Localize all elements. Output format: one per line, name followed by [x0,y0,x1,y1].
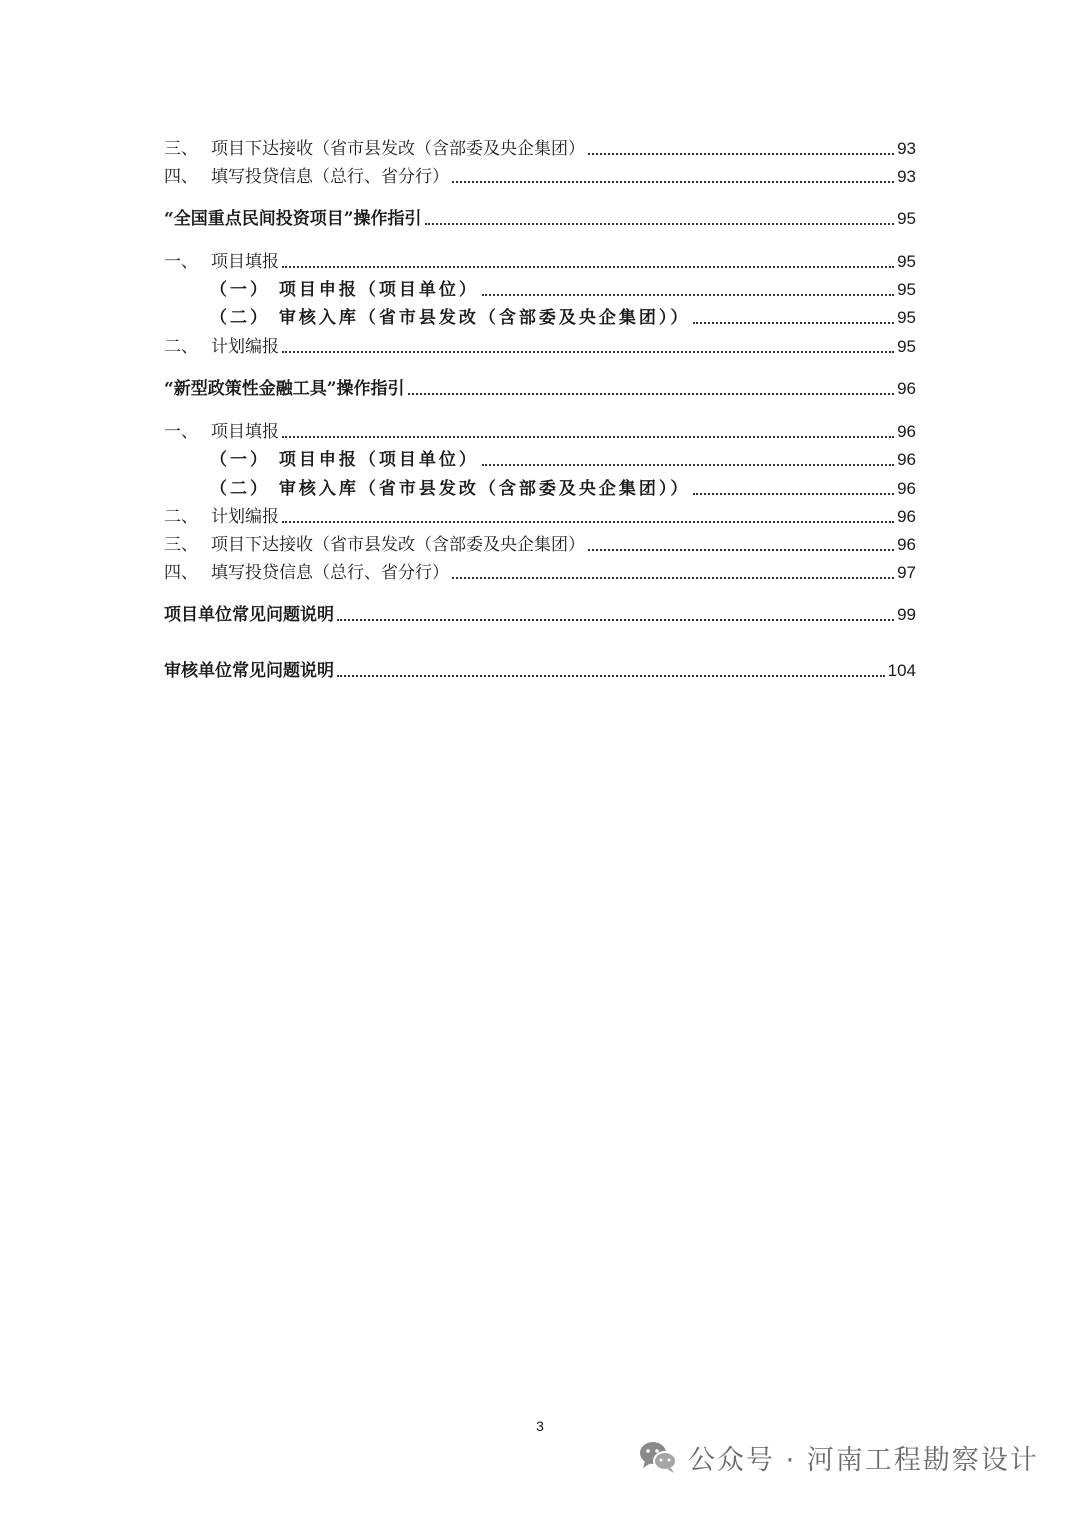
toc-entry-label: 计划编报 [211,337,279,357]
toc-entry-label: 项目下达接收（省市县发改（含部委及央企集团） [211,139,585,159]
toc-entry-label: 计划编报 [211,507,279,527]
toc-entry-number: 四、 [164,167,198,187]
toc-section-entry[interactable] [164,374,916,400]
toc-entry-label: 项目下达接收（省市县发改（含部委及央企集团） [211,535,585,555]
watermark [638,1432,1039,1482]
toc-subentry-label: （二） 审核入库（省市县发改（含部委及央企集团）） [210,308,691,328]
toc-entry-number: 二、 [164,507,198,527]
toc-section-label: 项目单位常见问题说明 [164,605,334,625]
toc-entry[interactable] [164,417,916,443]
toc-subentry[interactable] [164,303,916,329]
toc-entry-label: 填写投贷信息（总行、省分行） [211,563,449,583]
toc-leader-dots [482,464,894,466]
toc-leader-dots [693,322,894,324]
toc-entry-page: 96 [897,422,916,441]
toc-section-label: “新型政策性金融工具”操作指引 [164,379,405,399]
toc-section-entry[interactable] [164,600,916,626]
toc-section-entry[interactable] [164,656,916,682]
toc-entry-label: 填写投贷信息（总行、省分行） [211,167,449,187]
toc-leader-dots [337,675,885,677]
toc-entry[interactable] [164,162,916,188]
toc-section-label: 审核单位常见问题说明 [164,661,334,681]
toc-entry-page: 96 [897,479,916,498]
toc-entry-number: 三、 [164,535,198,555]
toc-entry-page: 95 [897,308,916,327]
toc-entry-page: 95 [897,209,916,228]
toc-leader-dots [452,181,894,183]
toc-subentry[interactable] [164,275,916,301]
toc-entry-page: 95 [897,337,916,356]
toc-leader-dots [482,294,894,296]
toc-entry-page: 93 [897,139,916,158]
toc-leader-dots [693,493,894,495]
toc-section-entry[interactable] [164,204,916,230]
toc-entry[interactable] [164,502,916,528]
toc-leader-dots [408,393,895,395]
toc-entry-page: 97 [897,563,916,582]
toc-entry[interactable] [164,247,916,273]
toc-leader-dots [282,266,894,268]
toc-entry-page: 95 [897,252,916,271]
toc-leader-dots [282,351,894,353]
toc-entry-number: 一、 [164,422,198,442]
toc-entry-page: 96 [897,379,916,398]
toc-entry-number: 一、 [164,252,198,272]
toc-entry-page: 93 [897,167,916,186]
toc-leader-dots [452,577,894,579]
page-number: 3 [536,1418,544,1434]
toc-subentry-label: （一） 项目申报（项目单位） [210,450,479,470]
toc-entry-page: 96 [897,507,916,526]
toc-entry-page: 95 [897,280,916,299]
toc-leader-dots [282,521,894,523]
toc-entry-number: 三、 [164,139,198,159]
wechat-icon [638,1440,678,1474]
toc-entry-label: 项目填报 [211,422,279,442]
toc-entry-page: 99 [897,605,916,624]
toc-entry-number: 二、 [164,337,198,357]
toc-entry[interactable] [164,530,916,556]
toc-leader-dots [282,436,894,438]
watermark-text: 公众号 · 河南工程勘察设计 [688,1444,1039,1476]
toc-section-label: “全国重点民间投资项目”操作指引 [164,209,422,229]
toc-entry-page: 96 [897,450,916,469]
toc-subentry[interactable] [164,474,916,500]
toc-leader-dots [588,549,894,551]
toc-entry-label: 项目填报 [211,252,279,272]
toc-subentry-label: （一） 项目申报（项目单位） [210,280,479,300]
toc-subentry-label: （二） 审核入库（省市县发改（含部委及央企集团）） [210,479,691,499]
toc-entry-number: 四、 [164,563,198,583]
toc-entry-page: 96 [897,535,916,554]
toc-entry[interactable] [164,558,916,584]
toc-leader-dots [337,619,894,621]
toc-entry-page: 104 [887,661,916,680]
toc-leader-dots [588,153,894,155]
toc-entry[interactable] [164,134,916,160]
toc-entry[interactable] [164,332,916,358]
toc-leader-dots [425,223,895,225]
toc-subentry[interactable] [164,445,916,471]
